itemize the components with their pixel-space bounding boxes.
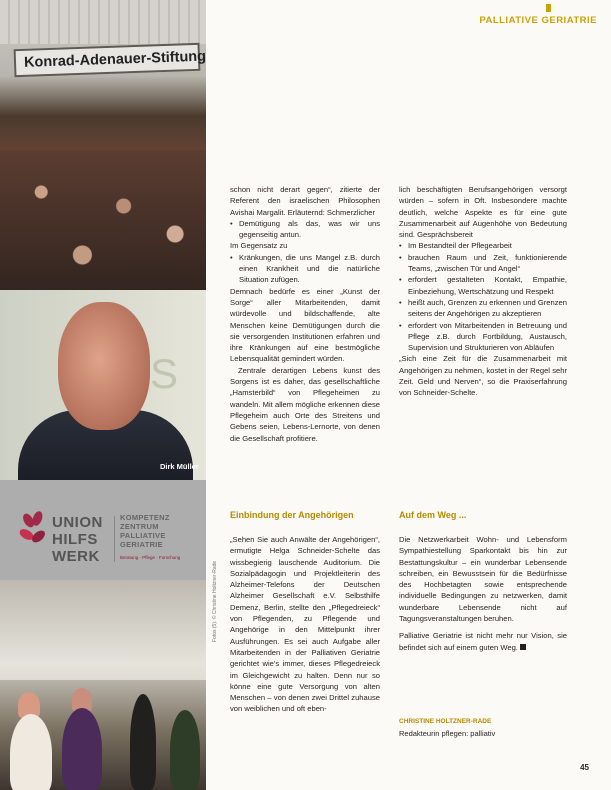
paragraph <box>399 630 567 653</box>
article-column-1 <box>230 184 380 444</box>
speaker-head <box>58 302 150 430</box>
logo-word-union: UNION <box>52 514 103 531</box>
section-label: PALLIATIVE GERIATRIE <box>479 15 597 26</box>
conference-photo <box>0 0 206 290</box>
section-marker <box>546 4 551 12</box>
logo-line: PALLIATIVE <box>120 531 166 540</box>
hall-ceiling <box>0 0 206 44</box>
paragraph: Zentrale derartigen Lebens kunst des Sorgens ist es daher, das gesellschaftliche „Hamsterbild“ von Pflegeheimen zu wandeln. Mit allem mögliche erkennen diese Pflegeheim auch Orte des Streitens und Gebens seien, Lebens-Lernorte, von denen die Gesellschaft profitiere. <box>230 365 380 443</box>
list-item: • heißt auch, Grenzen zu erkennen und Grenzen seitens der Angehörigen zu akzeptieren <box>399 297 567 320</box>
banner-cloth <box>0 580 206 680</box>
person <box>62 708 102 790</box>
logo-line: ZENTRUM <box>120 522 159 531</box>
banner-photo <box>0 480 206 680</box>
paragraph: „Sehen Sie auch Anwälte der Angehörigen“, ermutigte Helga Schneider-Schelte das wissbegierig lauschende Auditorium. Die Sozialpädagogin und Projektleiterin des Alzheimer-Telefons der Deutschen Alzheimer Gesellschaft e.V. Selbsthilfe Demenz, Berlin, stellte den „Pflegedreieck“ von Pflegenden, zu Pflegende und Angehörige in den Mittelpunkt ihrer Ausführungen. Es sei auch Aufgabe aller Mitarbeitenden in der Palliativen Geriatrie gerichtet wie's immer, dieses Pflegedreieck im Gleichgewicht zu halten. Denn nur so könne eine gute Versorgung von alten Menschen – von denen zwei Drittel zuhause von weiblichen und oft eben- <box>230 535 380 714</box>
logo-subline: Beratung · Pflege · Forschung <box>120 555 181 560</box>
author-name: CHRISTINE HOLTZNER-RADE <box>399 718 492 725</box>
section-heading: Einbindung der Angehörigen <box>230 510 354 520</box>
foundation-sign: Konrad-Adenauer-Stiftung <box>14 43 201 77</box>
bullet-list <box>230 252 380 286</box>
end-mark-icon <box>520 644 526 650</box>
person <box>130 694 156 790</box>
list-item: • erfordert von Mitarbeitenden in Betreuung und Pflege z.B. durch Fortbildung, Austausch, Supervision und Strukturieren von Abläufen <box>399 320 567 354</box>
logo-line: KOMPETENZ <box>120 513 170 522</box>
article-column-4 <box>399 534 567 653</box>
article-column-3 <box>230 534 380 715</box>
list-item: • Im Bestandteil der Pflegearbeit <box>399 240 567 251</box>
paragraph: Die Netzwerkarbeit Wohn- und Lebensform Sympathiestellung Sparkontakt bis hin zur Bestattungskultur – ein wunderbar Lebensende schreiben, ein Bewusstsein für die Bedürfnisse des Hochbetagten sowie entsprechende individuelle Bedingungen zu netzwerken, damit wunderbare Lebensende nicht auf Tagungsveranstaltungen beruhen. <box>399 535 567 624</box>
list-item: • Demütigung als das, was wir uns gegenseitig antun. <box>230 218 380 241</box>
logo-line: GERIATRIE <box>120 540 163 549</box>
speaker-photo <box>0 290 206 480</box>
paragraph: Demnach bedürfe es einer „Kunst der Sorge“ aller Mitarbeitenden, damit würdevolle und bildschaffende, alte Menschen keine Demütigungen durch die sie versorgenden Institutionen erfahren und ihre Kränkungen auf eine bestmögliche Lebensqualität gemindert würden. <box>230 286 380 364</box>
bullet-list <box>399 240 567 353</box>
list-item: • brauchen Raum und Zeit, funktionierende Teams, „zwischen Tür und Angel“ <box>399 252 567 275</box>
flower-logo-icon <box>22 511 44 555</box>
section-heading: Auf dem Weg ... <box>399 510 467 520</box>
person <box>170 710 200 790</box>
page-number: 45 <box>580 763 589 772</box>
closing-text: Palliative Geriatrie ist nicht mehr nur Vision, sie befindet sich auf einem guten Weg. <box>399 631 567 652</box>
list-item: • erfordert gestalteten Kontakt, Empathie, Einbeziehung, Wertschätzung und Respekt <box>399 274 567 297</box>
paragraph: „Sich eine Zeit für die Zusammenarbeit mit Angehörigen zu nehmen, kostet in der Regel sehr Zeit. Geld und Nerven“, so die Praxiserfahrung von Schneider-Schelte. <box>399 354 567 398</box>
bullet-list <box>230 218 380 241</box>
author-role: Redakteurin pflegen: palliativ <box>399 729 496 738</box>
person <box>10 714 52 790</box>
photo-caption: Dirk Müller <box>160 462 199 471</box>
list-item: • Kränkungen, die uns Mangel z.B. durch einen Krankheit und die natürliche Situation zufügen. <box>230 252 380 286</box>
logo-word-hilfs: HILFS <box>52 531 98 548</box>
backdrop-graphic: S <box>150 350 179 397</box>
photo-credit: Fotos (5): © Christine Holtzner-Rade <box>212 560 218 642</box>
people-photo <box>0 680 206 790</box>
paragraph: lich beschäftigten Berufsangehörigen versorgt würden – sofern in Oft. Insbesondere machte deutlich, welche Aspekte es für eine gute Zusammenarbeit auf Augenhöhe von Bedeutung sind. Gesprächsbereit <box>399 185 567 240</box>
logo-divider <box>114 516 115 562</box>
audience <box>0 150 206 290</box>
paragraph: schon nicht derart gegen“, zitierte der Referent den israelischen Philosophen Avishai Margalit. Erläuternd: Schmerzlicher <box>230 185 380 217</box>
logo-tagline <box>120 513 170 549</box>
paragraph: Im Gegensatz zu <box>230 241 288 251</box>
article-column-2 <box>399 184 567 399</box>
logo-word-werk: WERK <box>52 548 100 565</box>
